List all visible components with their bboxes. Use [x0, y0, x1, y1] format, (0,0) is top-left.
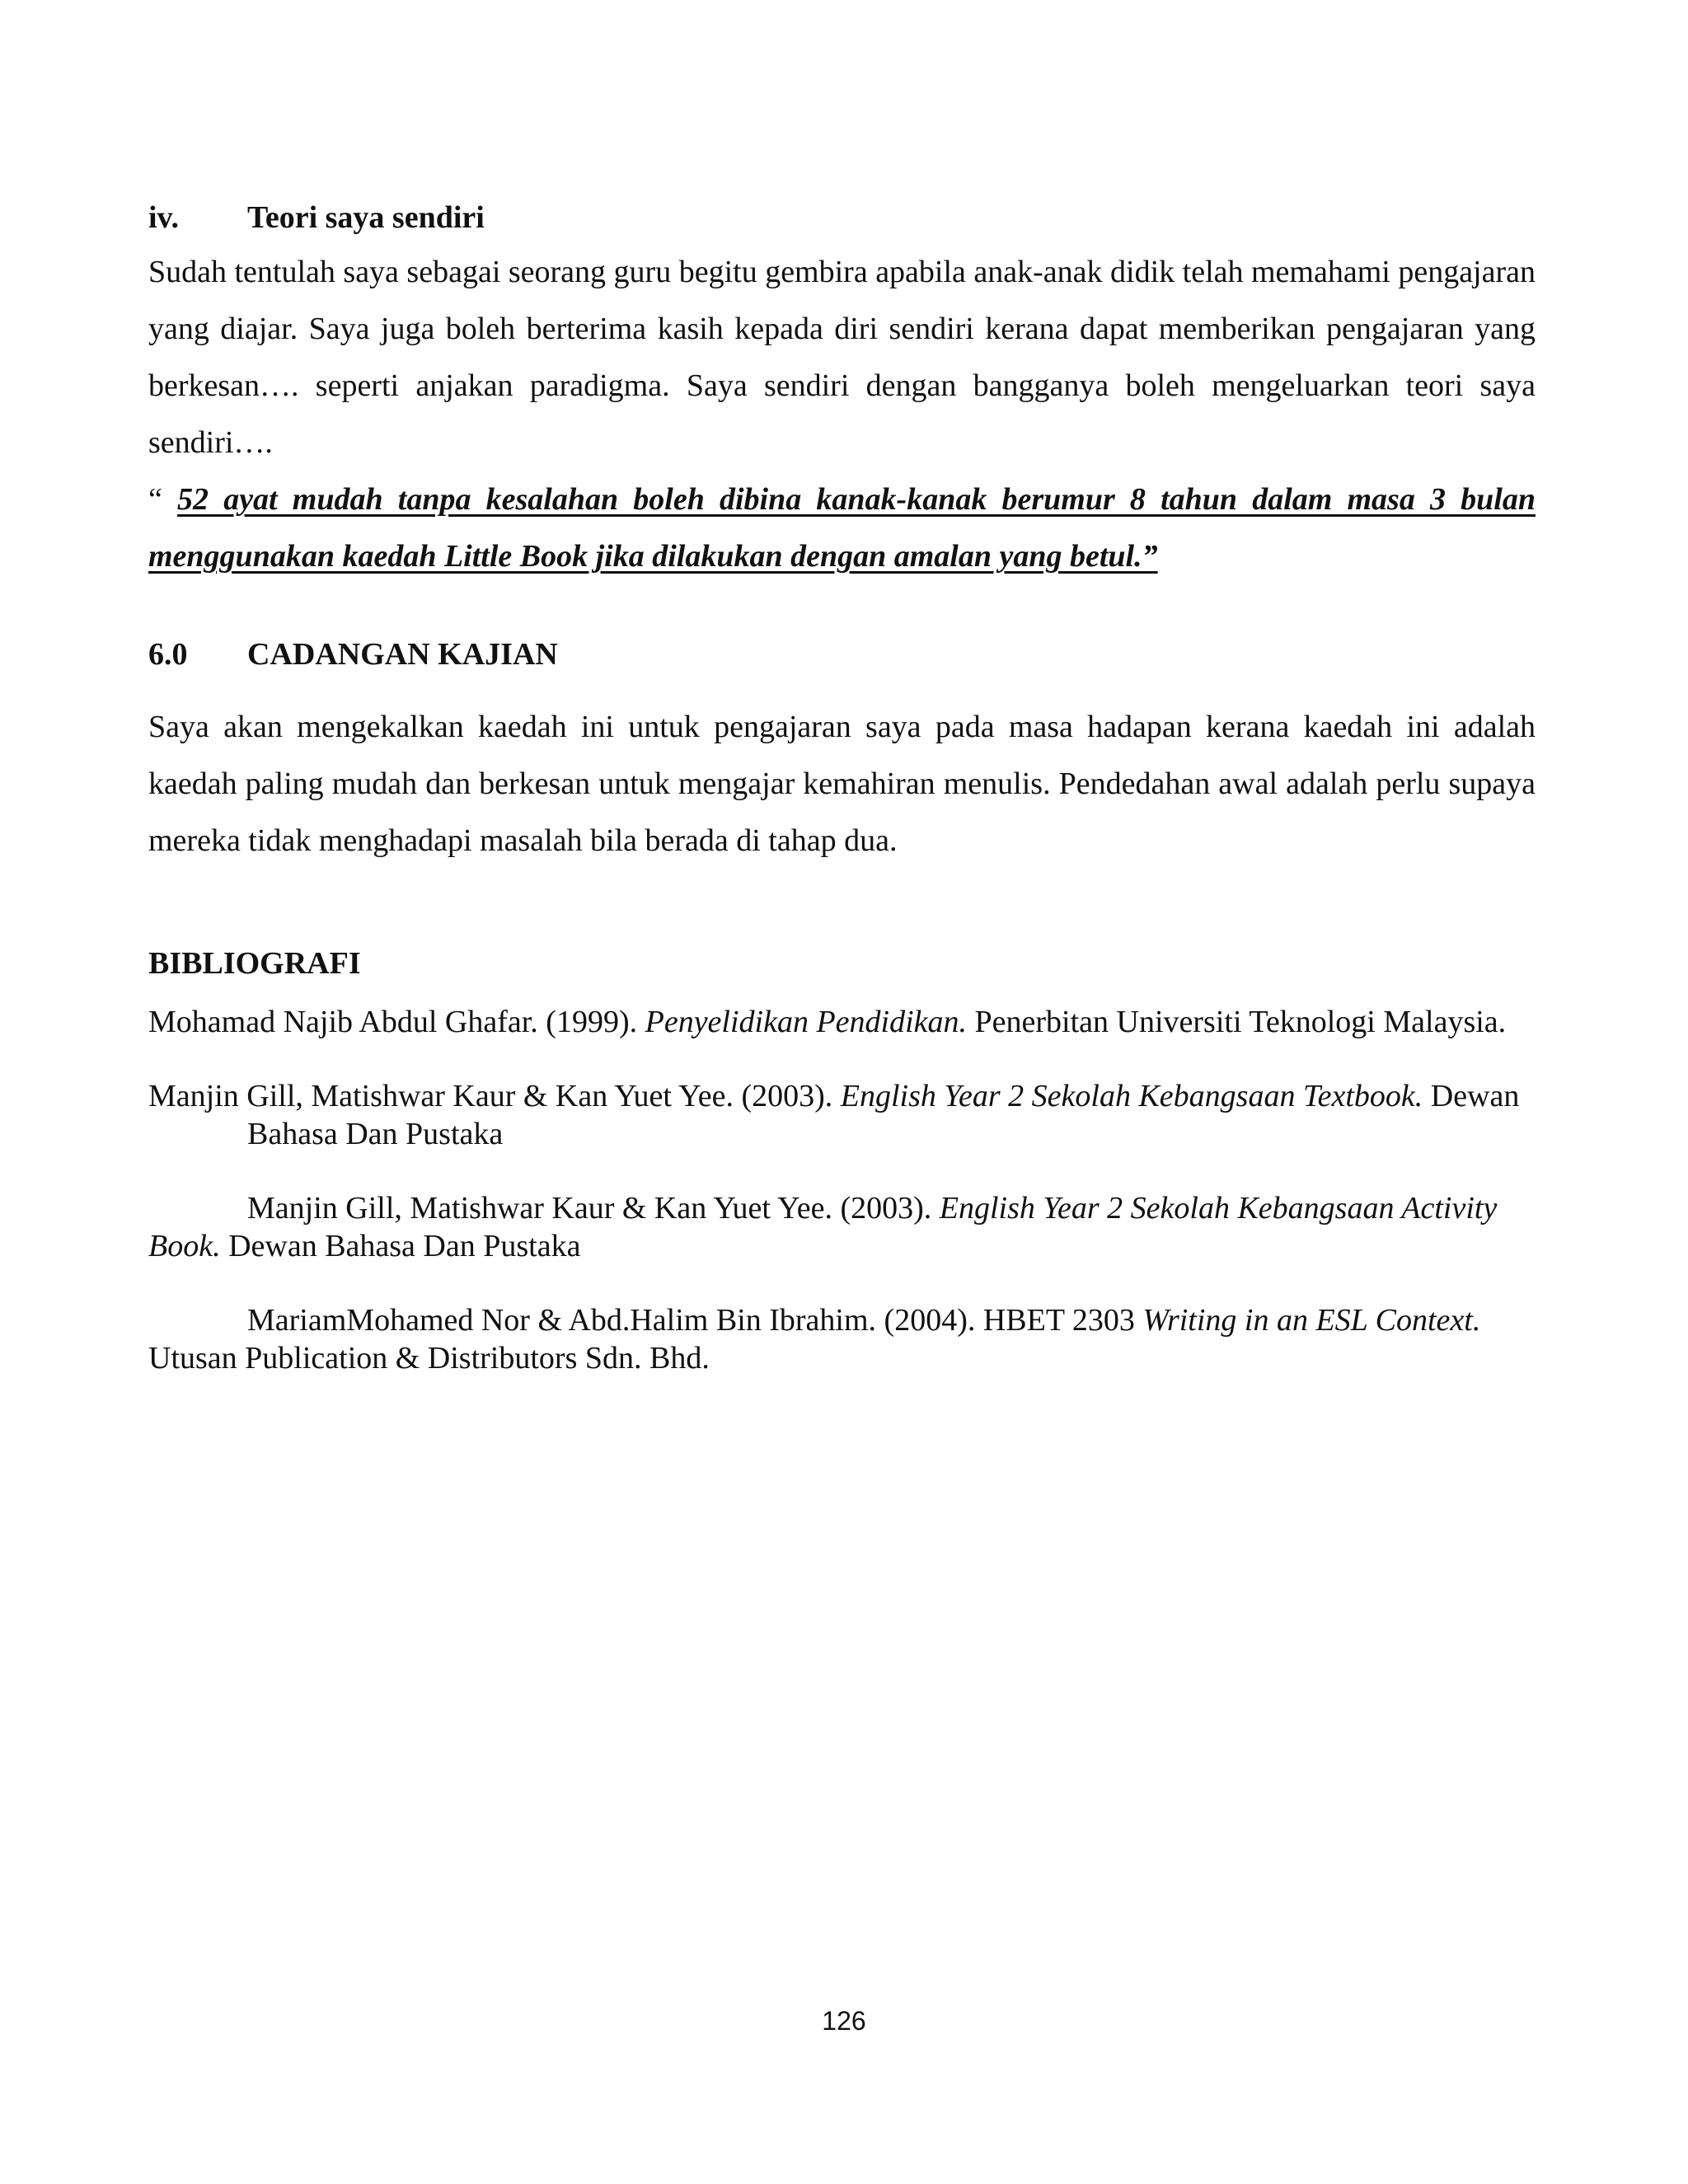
section-iv-title: Teori saya sendiri — [247, 200, 485, 235]
section-6-heading — [148, 633, 1536, 676]
ref-1-authors: Mohamad Najib Abdul Ghafar. (1999). — [148, 1005, 645, 1039]
bibliography-title: BIBLIOGRAFI — [148, 946, 361, 981]
section-6-number: 6.0 — [148, 637, 188, 672]
section-6-title: CADANGAN KAJIAN — [247, 637, 558, 672]
bibliography-entry — [148, 1301, 1536, 1377]
page-content — [148, 196, 1536, 1377]
ref-4-authors: MariamMohamed Nor & Abd.Halim Bin Ibrahim. (2004). HBET 2303 — [247, 1303, 1143, 1338]
ref-4-publisher: Utusan Publication & Distributors Sdn. Bhd. — [148, 1341, 710, 1376]
ref-2-authors: Manjin Gill, Matishwar Kaur & Kan Yuet Yee. (2003). — [148, 1079, 841, 1113]
theory-quote — [148, 471, 1536, 585]
ref-3-title: English Year 2 Sekolah Kebangsaan Activity Book. — [148, 1191, 1498, 1263]
theory-quote-text: 52 ayat mudah tanpa kesalahan boleh dibina kanak-kanak berumur 8 tahun dalam masa 3 bulan menggunakan kaedah Little Book jika dilakukan dengan amalan yang betul.” — [148, 482, 1536, 574]
ref-1-title: Penyelidikan Pendidikan. — [645, 1005, 968, 1039]
section-6-paragraph: Saya akan mengekalkan kaedah ini untuk pengajaran saya pada masa hadapan kerana kaedah ini adalah kaedah paling mudah dan berkesan untuk mengajar kemahiran menulis. Pendedahan awal adalah perlu supaya mereka tidak menghadapi masalah bila berada di tahap dua. — [148, 710, 1536, 858]
bibliography-entry — [148, 1189, 1536, 1265]
ref-3-publisher: Dewan Bahasa Dan Pustaka — [220, 1229, 581, 1263]
bibliography-entry — [148, 1003, 1536, 1041]
ref-3-authors: Manjin Gill, Matishwar Kaur & Kan Yuet Yee. (2003). — [247, 1191, 940, 1226]
page-number: 126 — [822, 2006, 866, 2036]
bibliography-heading — [148, 942, 1536, 985]
ref-1-publisher: Penerbitan Universiti Teknologi Malaysia. — [967, 1005, 1507, 1039]
section-iv-paragraph: Sudah tentulah saya sebagai seorang guru begitu gembira apabila anak-anak didik telah memahami pengajaran yang diajar. Saya juga boleh berterima kasih kepada diri sendiri kerana dapat memberikan pengajaran yang berkesan…. seperti anjakan paradigma. Saya sendiri dengan bangganya boleh mengeluarkan teori saya sendiri…. — [148, 255, 1536, 460]
section-iv-number: iv. — [148, 200, 179, 235]
quote-open-mark: “ — [148, 482, 178, 517]
ref-2-title: English Year 2 Sekolah Kebangsaan Textbook. — [840, 1079, 1423, 1113]
ref-2-publisher: Dewan Bahasa Dan Pustaka — [247, 1079, 1520, 1151]
section-iv-heading — [148, 196, 1536, 239]
ref-4-title: Writing in an ESL Context. — [1142, 1303, 1481, 1338]
bibliography-entry — [148, 1077, 1536, 1153]
